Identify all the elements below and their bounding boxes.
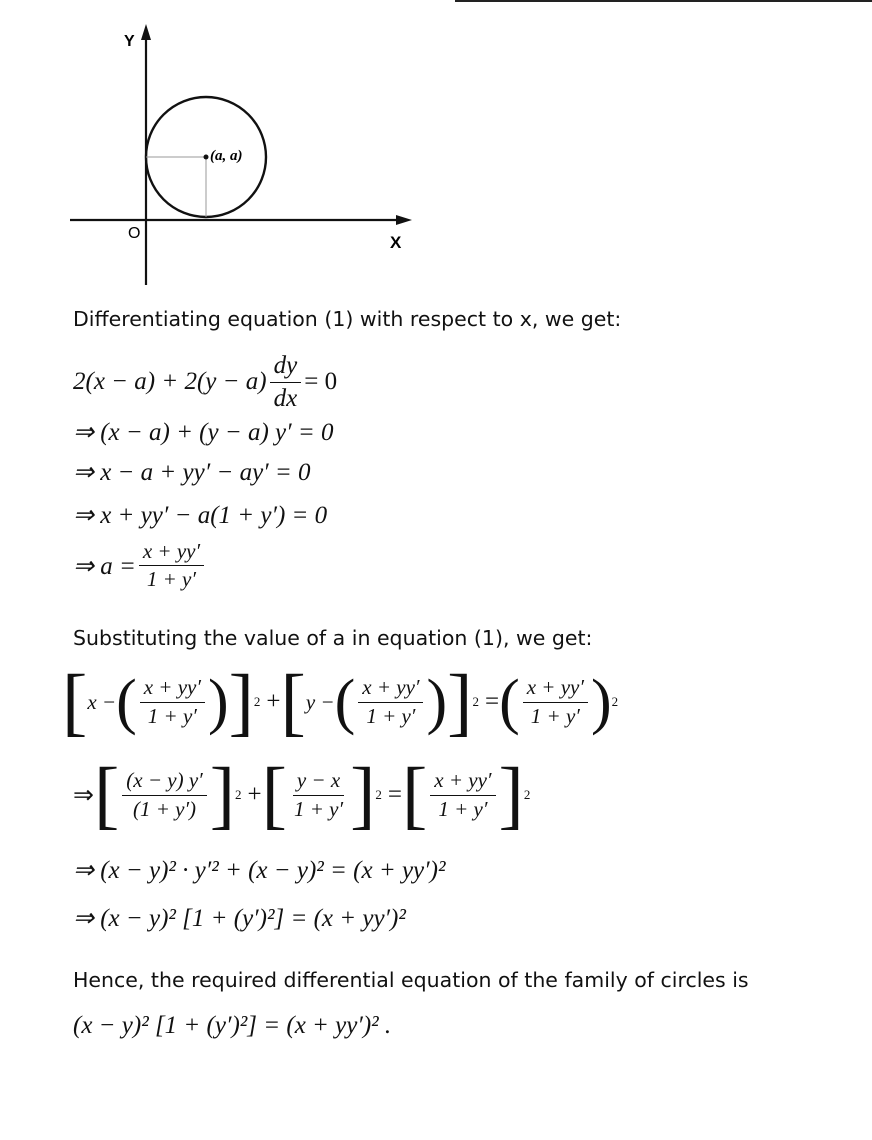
term-2-fraction <box>290 769 347 820</box>
implies-sign: ⇒ <box>73 782 94 809</box>
term-3-fraction <box>430 769 495 820</box>
term-1-fraction <box>122 769 206 820</box>
equation-3: ⇒ x − a + yy′ − ay′ = 0 <box>73 459 311 486</box>
bracket-left: [ <box>401 753 428 837</box>
fraction-numerator: (x − y) y′ <box>122 769 206 795</box>
fraction-denominator: 1 + y′ <box>366 703 416 728</box>
bracket-right: ] <box>498 753 524 837</box>
term-prefix: x − <box>87 689 117 714</box>
equation-1-right: = 0 <box>304 368 338 395</box>
equation-8: ⇒ (x − y)² · y′² + (x − y)² = (x + yy′)² <box>73 857 446 884</box>
origin-label: O <box>128 225 141 242</box>
fraction-denominator: (1 + y′) <box>132 796 197 821</box>
paren-left: ( <box>334 668 356 736</box>
fraction-numerator: x + yy′ <box>523 676 588 702</box>
substituted-fraction <box>358 676 423 727</box>
equation-1 <box>73 352 337 412</box>
fraction-denominator: 1 + y′ <box>293 796 344 821</box>
fraction-numerator: x + yy′ <box>358 676 423 702</box>
y-axis-arrow-icon <box>141 24 151 40</box>
paren-left: ( <box>499 668 520 736</box>
fraction-denominator: 1 + y′ <box>146 567 196 592</box>
equation-9: ⇒ (x − y)² [1 + (y′)²] = (x + yy′)² <box>73 905 406 932</box>
paren-left: ( <box>116 668 137 736</box>
fraction-denominator: 1 + y′ <box>147 703 197 728</box>
bracket-left: [ <box>62 660 88 744</box>
bracket-left: [ <box>261 753 287 837</box>
equals-sign: = <box>387 781 402 808</box>
bracket-right: ] <box>350 753 376 837</box>
fraction-denominator: 1 + y′ <box>530 703 580 728</box>
plus-sign: + <box>247 781 262 808</box>
bracket-right: ] <box>209 753 236 837</box>
circle-diagram <box>60 20 440 295</box>
y-axis-label: Y <box>124 33 135 50</box>
paren-right: ) <box>426 668 448 736</box>
differentiating-intro: Differentiating equation (1) with respect to x, we get: <box>73 307 622 331</box>
fraction-numerator: dy <box>270 352 302 383</box>
substituted-fraction <box>140 676 205 727</box>
equation-1-left: 2(x − a) + 2(y − a) <box>73 368 267 395</box>
fraction-numerator: x + yy′ <box>430 769 495 795</box>
fraction-denominator: 1 + y′ <box>438 796 488 821</box>
equation-4: ⇒ x + yy′ − a(1 + y′) = 0 <box>73 502 328 529</box>
fraction-numerator: x + yy′ <box>139 540 204 566</box>
equation-5 <box>73 540 207 591</box>
center-label: (a, a) <box>210 148 243 164</box>
bracket-left: [ <box>280 660 306 744</box>
paren-right: ) <box>590 668 612 736</box>
paren-right: ) <box>207 668 229 736</box>
final-equation: (x − y)² [1 + (y′)²] = (x + yy′)² . <box>73 1012 392 1039</box>
fraction-numerator: x + yy′ <box>140 676 205 702</box>
bracket-right: ] <box>447 660 473 744</box>
dy-dx-fraction <box>270 352 302 412</box>
substituting-intro: Substituting the value of a in equation (1), we get: <box>73 626 593 650</box>
equation-7: ⇒ [ $\frac{(x - y) y'}{(1 + y')}$ ] 2 + [ $\frac{y - x}{1 + y'}$ ] 2 = [ $\frac{x + yy'}{1 + y'}$ ] 2 <box>73 753 531 837</box>
plus-sign: + <box>266 688 281 715</box>
top-rule <box>455 0 872 2</box>
fraction-numerator: y − x <box>293 769 344 795</box>
equals-sign: = <box>484 688 500 715</box>
equation-6: [ x − ( $\frac{x + yy'}{1 + y'}$ ) ] 2 + [ y − ( $\frac{x + yy'}{1 + y'}$ ) ] 2 = ( $\frac{x + yy'}{1 + y'}$ ) 2 <box>62 660 619 744</box>
bracket-right: ] <box>228 660 254 744</box>
x-axis-label: X <box>390 233 402 252</box>
conclusion-text: Hence, the required differential equation of the family of circles is <box>73 968 749 992</box>
center-point <box>204 155 209 160</box>
x-axis-arrow-icon <box>396 215 412 225</box>
equation-5-left: ⇒ a = <box>73 552 136 580</box>
fraction-denominator: dx <box>273 384 298 412</box>
equation-2: ⇒ (x − a) + (y − a) y′ = 0 <box>73 419 334 446</box>
bracket-left: [ <box>93 753 120 837</box>
substituted-fraction <box>523 676 588 727</box>
term-prefix: y − <box>305 689 335 714</box>
a-fraction <box>139 540 204 591</box>
